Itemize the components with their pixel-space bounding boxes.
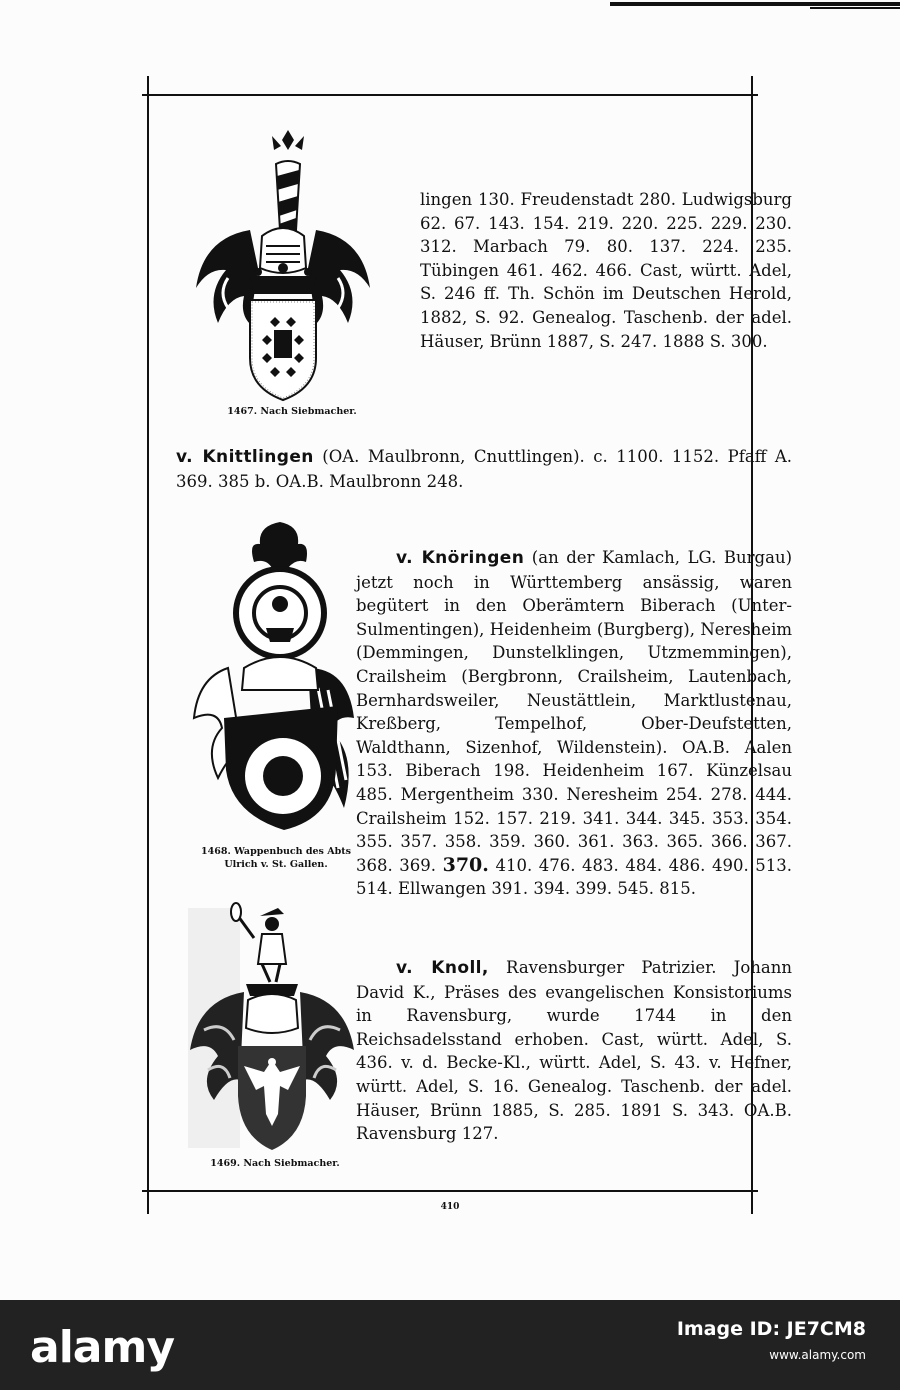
frame-top-rule <box>142 94 758 96</box>
page-number: 410 <box>440 1202 460 1212</box>
entry-knittlingen <box>176 445 792 493</box>
stock-site: www.alamy.com <box>769 1348 866 1362</box>
headword-knoll: v. Knoll, <box>396 958 489 978</box>
headword-knoeringen: v. Knöringen <box>396 548 525 568</box>
entry-knittlingen-text: (OA. Maulbronn, Cnuttlingen). c. 1100. 1152. Pfaff A. 369. 385 b. OA.B. Maulbronn 248. <box>176 447 793 491</box>
figure-caption-1468-line2: Ulrich v. St. Gallen. <box>224 859 328 870</box>
stock-image-id: Image ID: JE7CM8 <box>676 1318 866 1340</box>
entry-knoeringen-text-after: 410. 476. 483. 484. 486. 490. 513. 514. Ellwangen 391. 394. 399. 545. 815. <box>356 855 792 899</box>
entry-knoeringen <box>356 546 792 901</box>
entry-continuation <box>420 188 792 353</box>
frame-bottom-rule <box>142 1190 758 1192</box>
entry-knoeringen-highlight: 370. <box>442 853 489 876</box>
coat-of-arms-knoll-illustration <box>184 900 364 1160</box>
scan-edge-mark <box>610 0 900 10</box>
alamy-logo: alamy <box>30 1322 174 1373</box>
figure-caption-1467: 1467. Nach Siebmacher. <box>227 406 357 417</box>
entry-continuation-text: lingen 130. Freudenstadt 280. Ludwigsburg 62. 67. 143. 154. 219. 220. 225. 229. 230. 312. Marbach 79. 80. 137. 224. 235. Tübingen 461. 462. 466. Cast, württ. Adel, S. 246 ff. Th. Schön im Deutschen Herold, 1882, S. 92. Genealog. Taschenb. der adel. Häuser, Brünn 1887, S. 247. 1888 S. 300. <box>420 190 792 351</box>
figure-caption-1468-line1: 1468. Wappenbuch des Abts <box>201 846 351 857</box>
entry-knoll-text: Ravensburger Patrizier. Johann David K., Präses des evangelischen Konsistoriums in Ravensburg, wurde 1744 in den Reichsadelsstand erhoben. Cast, württ. Adel, S. 436. v. d. Becke-Kl., württ. Adel, S. 43. v. Hefner, württ. Adel, S. 16. Genealog. Taschenb. der adel. Häuser, Brünn 1885, S. 285. 1891 S. 343. OA.B. Ravensburg 127. <box>356 958 792 1144</box>
stock-image-info <box>677 1316 866 1368</box>
figure-caption-1469: 1469. Nach Siebmacher. <box>210 1158 340 1169</box>
headword-knittlingen: v. Knittlingen <box>176 447 314 467</box>
coat-of-arms-knoeringen-illustration <box>188 518 368 848</box>
entry-knoeringen-text: (an der Kamlach, LG. Burgau) jetzt noch in Württemberg ansässig, waren begütert in den Oberämtern Biberach (Unter-Sulmentingen), Heidenheim (Burgberg), Neresheim (Demmingen, Dunstelklingen, Utzmemmingen), Crailsheim (Bergbronn, Crailsheim, Lautenbach, Bernhardsweiler, Neustättlein, Marktlustenau, Kreßberg, Tempelhof, Ober-Deufstetten, Waldthann, Sizenhof, Wildenstein). OA.B. Aalen 153. Biberach 198. Heidenheim 167. Künzelsau 485. Mergentheim 330. Neresheim 254. 278. 444. Crailsheim 152. 157. 219. 341. 344. 345. 353. 354. 355. 357. 358. 359. 360. 361. 363. 365. 366. 367. 368. 369. <box>356 548 793 875</box>
entry-knoll <box>356 956 792 1146</box>
coat-of-arms-knittlingen-illustration <box>188 118 378 408</box>
figure-caption-1468 <box>186 845 366 871</box>
frame-left-rule <box>147 76 149 1214</box>
